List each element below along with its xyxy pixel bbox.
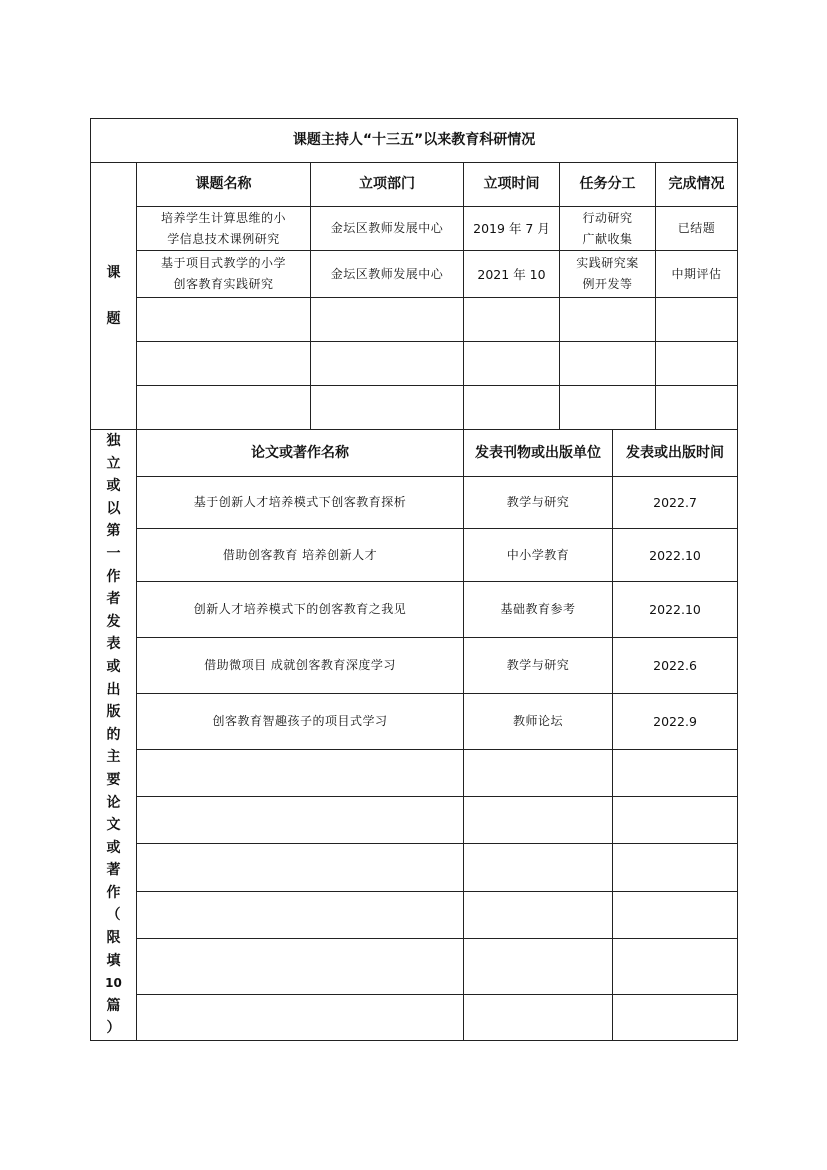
paper-publisher: 教师论坛 xyxy=(464,694,613,750)
topic-task: 实践研究案 例开发等 xyxy=(560,251,656,298)
paper-date: 2022.6 xyxy=(613,638,738,694)
table-row xyxy=(91,342,738,386)
paper-title: 创客教育智趣孩子的项目式学习 xyxy=(137,694,464,750)
paper-title: 创新人才培养模式下的创客教育之我见 xyxy=(137,582,464,638)
topic-time: 2021 年 10 xyxy=(464,251,560,298)
table-row xyxy=(91,386,738,430)
paper-publisher: 教学与研究 xyxy=(464,477,613,529)
paper-date: 2022.7 xyxy=(613,477,738,529)
topics-side-char: 题 xyxy=(106,311,121,327)
table-row xyxy=(91,207,738,251)
header-task: 任务分工 xyxy=(560,163,656,207)
section-title: 课题主持人“十三五”以来教育科研情况 xyxy=(91,119,738,163)
header-paper-title: 论文或著作名称 xyxy=(137,430,464,477)
paper-publisher: 教学与研究 xyxy=(464,638,613,694)
paper-title: 借助创客教育 培养创新人才 xyxy=(137,528,464,582)
table-row xyxy=(91,298,738,342)
table-row xyxy=(91,994,738,1040)
table-row xyxy=(91,528,738,582)
table-row xyxy=(91,797,738,844)
topic-task: 行动研究 广献收集 xyxy=(560,207,656,251)
topic-name: 基于项目式教学的小学 创客教育实践研究 xyxy=(137,251,311,298)
topic-status: 中期评估 xyxy=(656,251,738,298)
research-table xyxy=(90,118,738,1041)
topic-department: 金坛区教师发展中心 xyxy=(311,207,464,251)
topics-side-label xyxy=(91,163,137,430)
table-row xyxy=(91,891,738,938)
topic-status: 已结题 xyxy=(656,207,738,251)
paper-publisher: 中小学教育 xyxy=(464,528,613,582)
paper-title: 借助微项目 成就创客教育深度学习 xyxy=(137,638,464,694)
header-department: 立项部门 xyxy=(311,163,464,207)
research-record-sheet xyxy=(90,118,737,1041)
table-row xyxy=(91,638,738,694)
topics-side-char: 课 xyxy=(106,265,121,281)
header-status: 完成情况 xyxy=(656,163,738,207)
table-row xyxy=(91,749,738,796)
paper-publisher: 基础教育参考 xyxy=(464,582,613,638)
header-publisher: 发表刊物或出版单位 xyxy=(464,430,613,477)
topic-name: 培养学生计算思维的小 学信息技术课例研究 xyxy=(137,207,311,251)
table-row xyxy=(91,938,738,994)
header-publish-date: 发表或出版时间 xyxy=(613,430,738,477)
topic-time: 2019 年 7 月 xyxy=(464,207,560,251)
header-topic-name: 课题名称 xyxy=(137,163,311,207)
table-row xyxy=(91,694,738,750)
paper-date: 2022.10 xyxy=(613,528,738,582)
table-row xyxy=(91,844,738,891)
paper-title: 基于创新人才培养模式下创客教育探析 xyxy=(137,477,464,529)
table-row xyxy=(91,582,738,638)
table-row xyxy=(91,477,738,529)
paper-date: 2022.9 xyxy=(613,694,738,750)
topic-department: 金坛区教师发展中心 xyxy=(311,251,464,298)
paper-date: 2022.10 xyxy=(613,582,738,638)
papers-side-label: 独 立 或 以 第 一 作 者 发 表 或 出 版 的 主 要 论 文 或 著 作 （ 限 填 10 篇 ） xyxy=(91,430,137,1041)
header-approval-time: 立项时间 xyxy=(464,163,560,207)
table-row xyxy=(91,251,738,298)
